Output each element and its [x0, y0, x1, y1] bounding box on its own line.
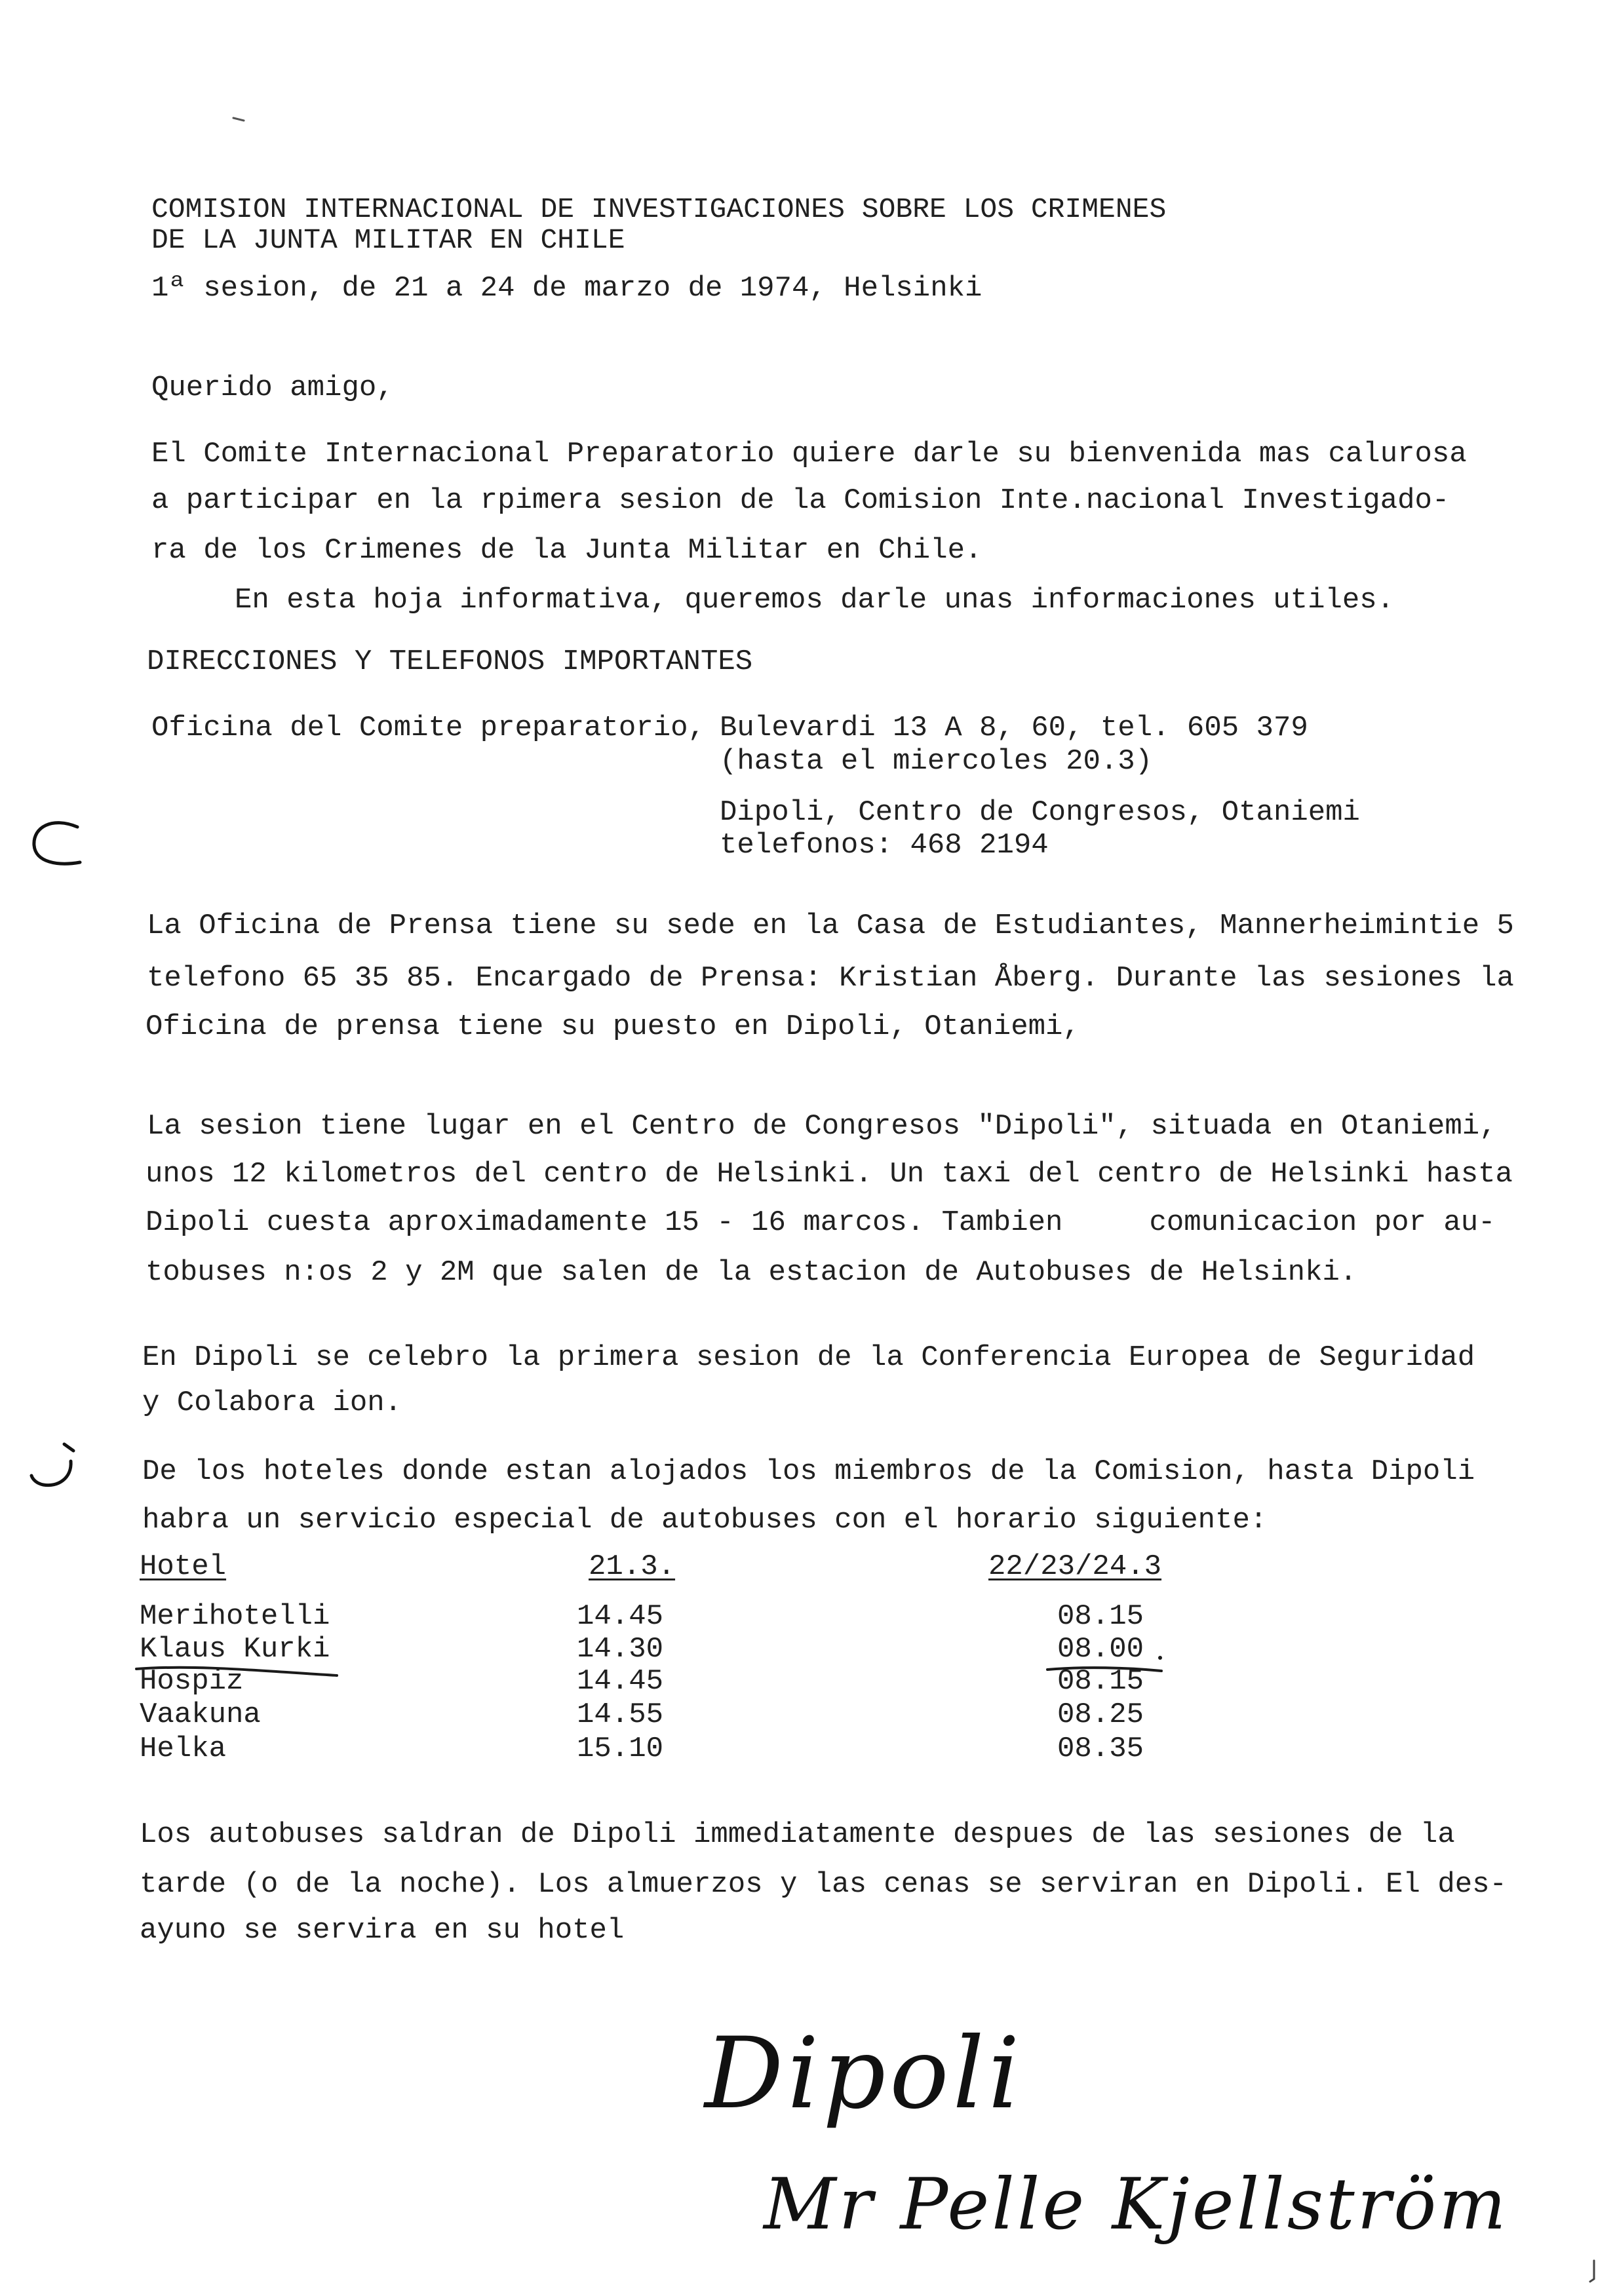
closing-line: Los autobuses saldran de Dipoli immediatamente despues de las sesiones de la — [140, 1818, 1455, 1851]
directions-heading: DIRECCIONES Y TELEFONOS IMPORTANTES — [147, 645, 753, 678]
csce-line: En Dipoli se celebro la primera sesion de la Conferencia Europea de Seguridad — [142, 1341, 1475, 1374]
intro-line-indented: En esta hoja informativa, queremos darle unas informaciones utiles. — [235, 584, 1395, 617]
hand-dot-mark — [1158, 1656, 1162, 1660]
handwritten-place-note: Dipoli — [705, 2017, 1024, 2131]
closing-line: tarde (o de la noche). Los almuerzos y las cenas se serviran en Dipoli. El des- — [140, 1868, 1507, 1901]
closing-line: ayuno se servira en su hotel — [140, 1914, 625, 1947]
departure-days-2-4: 08.35 — [1057, 1732, 1144, 1765]
hotel-name: Hospiz — [140, 1665, 244, 1698]
office-address: Bulevardi 13 A 8, 60, tel. 605 379 — [720, 712, 1308, 744]
handwritten-signature: Mr Pelle Kjellström — [764, 2164, 1509, 2246]
departure-day-1: 15.10 — [577, 1732, 664, 1765]
press-line: La Oficina de Prensa tiene su sede en la Casa de Estudiantes, Mannerheimintie 5 — [147, 909, 1514, 942]
scan-mark — [233, 118, 244, 121]
bus-line: De los hoteles donde estan alojados los miembros de la Comision, hasta Dipoli — [142, 1455, 1475, 1488]
venue-line: unos 12 kilometros del centro de Helsinki. Un taxi del centro de Helsinki hasta — [146, 1158, 1513, 1191]
intro-line: ra de los Crimenes de la Junta Militar en Chile. — [151, 534, 983, 567]
dipoli-address: Dipoli, Centro de Congresos, Otaniemi — [720, 796, 1360, 829]
departure-days-2-4: 08.15 — [1057, 1665, 1144, 1698]
press-line: Oficina de prensa tiene su puesto en Dipoli, Otaniemi, — [146, 1010, 1080, 1043]
intro-line: El Comite Internacional Preparatorio quiere darle su bienvenida mas calurosa — [151, 438, 1467, 470]
departure-day-1: 14.45 — [577, 1600, 664, 1633]
office-label: Oficina del Comite preparatorio, — [151, 712, 705, 744]
venue-line: tobuses n:os 2 y 2M que salen de la estacion de Autobuses de Helsinki. — [146, 1256, 1357, 1289]
departure-days-2-4: 08.15 — [1057, 1600, 1144, 1633]
departure-day-1: 14.30 — [577, 1633, 664, 1666]
hotel-name: Vaakuna — [140, 1698, 261, 1731]
punch-hole-mark — [31, 1444, 73, 1485]
venue-line: Dipoli cuesta aproximadamente 15 - 16 marcos. Tambien comunicacion por au- — [146, 1206, 1496, 1239]
departure-days-2-4: 08.00 — [1057, 1633, 1144, 1666]
table-header-hotel: Hotel — [140, 1550, 227, 1583]
departure-days-2-4: 08.25 — [1057, 1698, 1144, 1731]
press-line: telefono 65 35 85. Encargado de Prensa: Kristian Åberg. Durante las sesiones la — [147, 962, 1514, 995]
csce-line: y Colabora ion. — [142, 1387, 402, 1419]
punch-hole-mark — [34, 823, 80, 864]
dipoli-phones: telefonos: 468 2194 — [720, 829, 1049, 862]
venue-line: La sesion tiene lugar en el Centro de Congresos "Dipoli", situada en Otaniemi, — [147, 1110, 1497, 1143]
table-header-days-2-4: 22/23/24.3 — [988, 1550, 1162, 1583]
bus-line: habra un servicio especial de autobuses con el horario siguiente: — [142, 1504, 1268, 1537]
hotel-name: Klaus Kurki — [140, 1633, 330, 1666]
commission-title-line-2: DE LA JUNTA MILITAR EN CHILE — [151, 224, 625, 256]
commission-title-line-1: COMISION INTERNACIONAL DE INVESTIGACIONES SOBRE LOS CRIMENES — [151, 193, 1167, 225]
office-until-note: (hasta el miercoles 20.3) — [720, 745, 1153, 778]
hotel-name: Merihotelli — [140, 1600, 330, 1633]
departure-day-1: 14.55 — [577, 1698, 664, 1731]
session-dates-line: 1ª sesion, de 21 a 24 de marzo de 1974, Helsinki — [151, 272, 983, 305]
scan-mark — [1590, 2261, 1594, 2282]
greeting: Querido amigo, — [151, 372, 394, 404]
hotel-name: Helka — [140, 1732, 227, 1765]
departure-day-1: 14.45 — [577, 1665, 664, 1698]
table-header-day-1: 21.3. — [589, 1550, 676, 1583]
intro-line: a participar en la rpimera sesion de la Comision Inte.nacional Investigado- — [151, 484, 1450, 517]
